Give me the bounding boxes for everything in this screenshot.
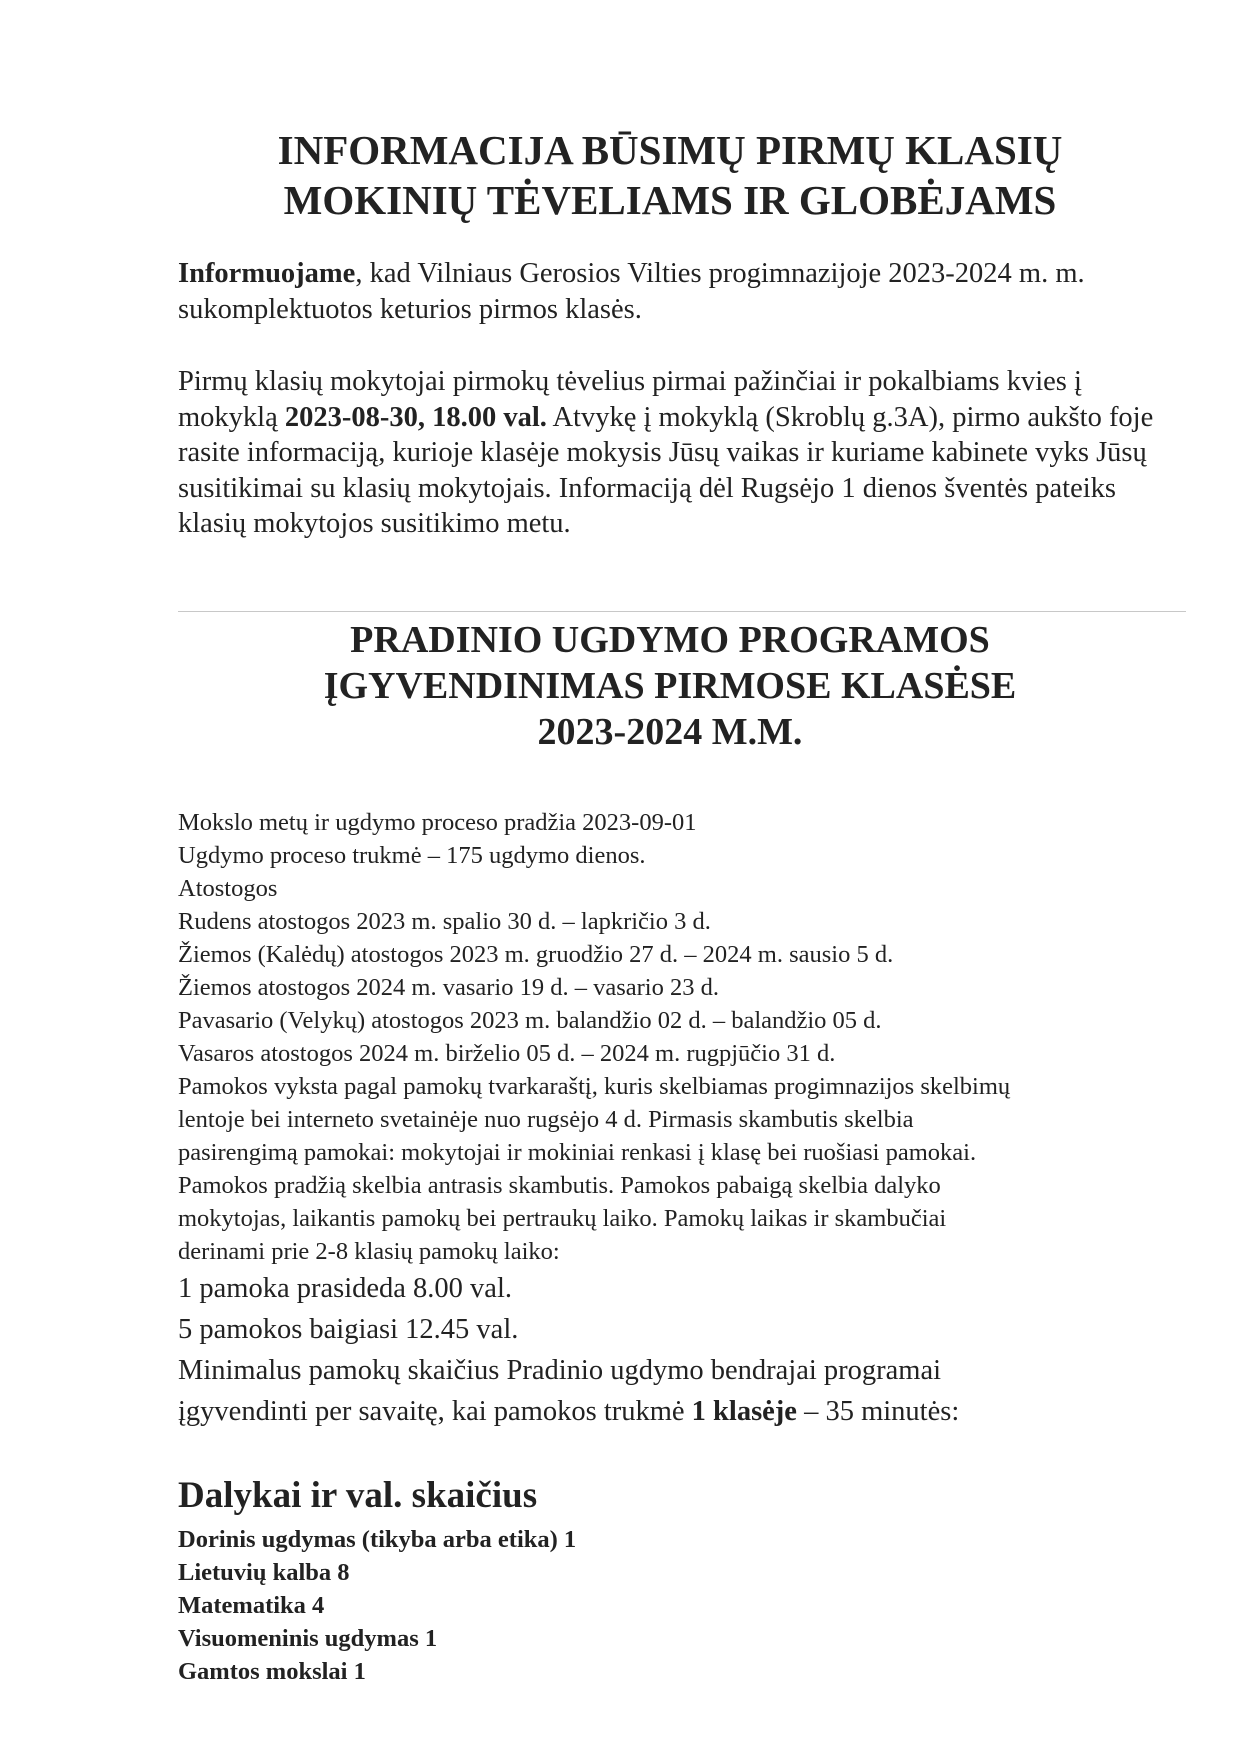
schedule-line: Atostogos bbox=[178, 875, 278, 902]
schedule-line: lentoje bei interneto svetainėje nuo rugsėjo 4 d. Pirmasis skambutis skelbia bbox=[178, 1106, 914, 1133]
program-title-line-1: PRADINIO UGDYMO PROGRAMOS bbox=[350, 619, 990, 661]
intro-lead: Informuojame bbox=[178, 258, 356, 289]
schedule-line: Pamokos pradžią skelbia antrasis skambutis. Pamokos pabaigą skelbia dalyko bbox=[178, 1172, 941, 1199]
schedule-line: Pamokos vyksta pagal pamokų tvarkaraštį, kuris skelbiamas progimnazijos skelbimų bbox=[178, 1073, 1011, 1100]
page-title-line-1: INFORMACIJA BŪSIMŲ PIRMŲ KLASIŲ bbox=[277, 127, 1063, 173]
schedule-line: Žiemos atostogos 2024 m. vasario 19 d. – vasario 23 d. bbox=[178, 974, 719, 1001]
schedule-line: Vasaros atostogos 2024 m. birželio 05 d. – 2024 m. rugpjūčio 31 d. bbox=[178, 1040, 836, 1067]
lesson-start-line: 1 pamoka prasideda 8.00 val. bbox=[178, 1273, 512, 1304]
subjects-heading: Dalykai ir val. skaičius bbox=[178, 1475, 538, 1516]
subject-item: Dorinis ugdymas (tikyba arba etika) 1 bbox=[178, 1526, 577, 1553]
minimum-lessons-line-1: Minimalus pamokų skaičius Pradinio ugdymo bendrajai programai bbox=[178, 1355, 942, 1386]
intro-paragraph bbox=[178, 256, 1188, 327]
intro-text: , kad Vilniaus Gerosios Vilties progimnazijoje 2023-2024 m. m. sukomplektuotos keturios pirmos klasės. bbox=[178, 258, 1085, 325]
minimum-lessons-line-2 bbox=[178, 1391, 959, 1432]
schedule-line: Pavasario (Velykų) atostogos 2023 m. balandžio 02 d. – balandžio 05 d. bbox=[178, 1007, 882, 1034]
schedule-line: mokytojas, laikantis pamokų bei pertraukų laiko. Pamokų laikas ir skambučiai bbox=[178, 1205, 947, 1232]
meeting-datetime: 2023-08-30, 18.00 val. bbox=[284, 401, 547, 433]
meeting-text-after: Atvykę į mokyklą (Skroblų g.3A), pirmo aukšto foje rasite informaciją, kurioje klasėje mokysis Jūsų vaikas ir kuriame kabinete vyks Jūsų susitikimai su klasių mokytojais. Informaciją dėl Rugsėjo 1 dienos šventės pateiks klasių mokytojos susitikimo metu. bbox=[178, 401, 1154, 539]
page-title-line-2: MOKINIŲ TĖVELIAMS IR GLOBĖJAMS bbox=[283, 177, 1057, 223]
schedule-line: Mokslo metų ir ugdymo proceso pradžia 2023-09-01 bbox=[178, 809, 697, 836]
subject-item: Gamtos mokslai 1 bbox=[178, 1658, 366, 1685]
meeting-text-before: Pirmų klasių mokytojai pirmokų tėvelius pirmai pažinčiai ir pokalbiams kvies į mokyklą bbox=[178, 366, 1082, 433]
schedule-line: Žiemos (Kalėdų) atostogos 2023 m. gruodžio 27 d. – 2024 m. sausio 5 d. bbox=[178, 941, 894, 968]
schedule-line: Ugdymo proceso trukmė – 175 ugdymo dienos. bbox=[178, 842, 646, 869]
section-divider bbox=[178, 611, 1186, 612]
subject-item: Lietuvių kalba 8 bbox=[178, 1559, 350, 1586]
program-title-line-3: 2023-2024 M.M. bbox=[537, 711, 803, 753]
schedule-line: pasirengimą pamokai: mokytojai ir mokiniai renkasi į klasę bei ruošiasi pamokai. bbox=[178, 1139, 977, 1166]
subject-item: Visuomeninis ugdymas 1 bbox=[178, 1625, 438, 1652]
minimum-grade: 1 klasėje bbox=[691, 1396, 797, 1427]
schedule-line: derinami prie 2-8 klasių pamokų laiko: bbox=[178, 1238, 560, 1265]
minimum-text-after: – 35 minutės: bbox=[796, 1396, 960, 1427]
lesson-end-line: 5 pamokos baigiasi 12.45 val. bbox=[178, 1314, 519, 1345]
meeting-paragraph bbox=[178, 364, 1188, 542]
schedule-line: Rudens atostogos 2023 m. spalio 30 d. – lapkričio 3 d. bbox=[178, 908, 711, 935]
program-title-line-2: ĮGYVENDINIMAS PIRMOSE KLASĖSE bbox=[323, 665, 1017, 707]
subject-item: Matematika 4 bbox=[178, 1592, 325, 1619]
minimum-text-before: įgyvendinti per savaitę, kai pamokos trukmė bbox=[178, 1396, 692, 1427]
